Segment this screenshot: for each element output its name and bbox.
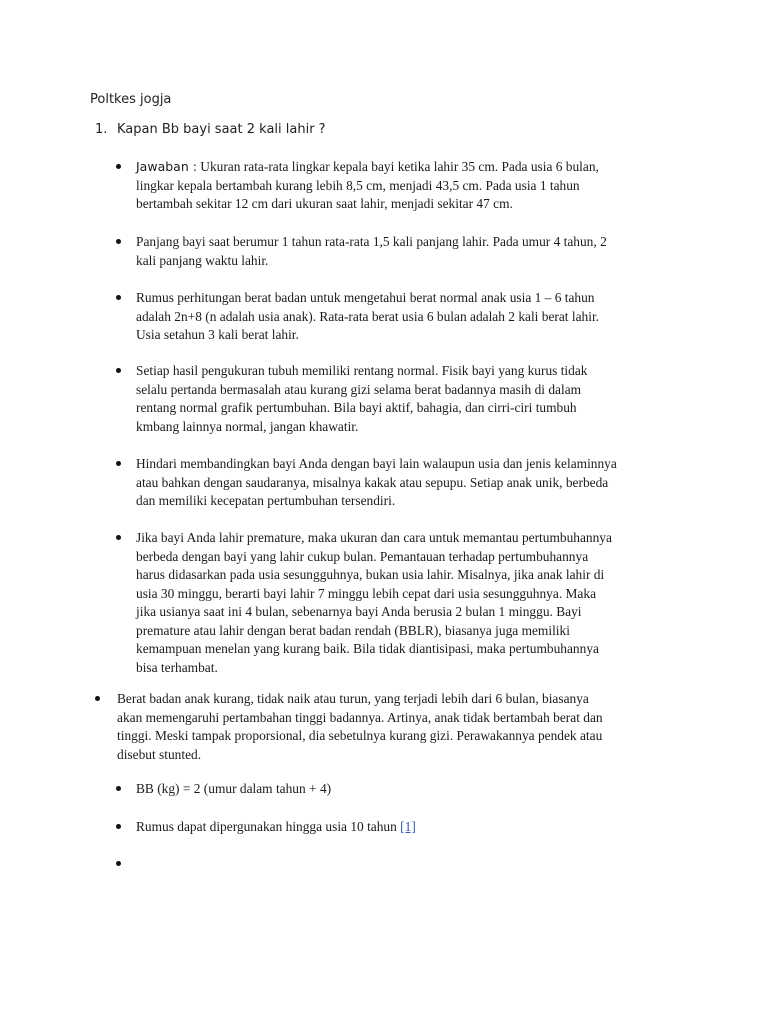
answer-bullet-5 bbox=[136, 455, 681, 511]
bullet-line: harus didasarkan pada usia sesungguhnya, bukan usia lahir. Misalnya, jika anak lahir di bbox=[136, 567, 605, 582]
bullet-line: BB (kg) = 2 (umur dalam tahun + 4) bbox=[136, 781, 332, 796]
bullet-line: kali panjang waktu lahir. bbox=[136, 252, 269, 268]
answer-bullet-3 bbox=[136, 289, 676, 345]
bullet-line: adalah 2n+8 (n adalah usia anak). Rata-rata berat usia 6 bulan adalah 2 kali berat lahir. bbox=[136, 308, 600, 324]
bullet-dot bbox=[116, 164, 121, 169]
bullet-line: kemampuan menelan yang kurang baik. Bila tidak diantisipasi, maka pertumbuhannya bbox=[136, 641, 599, 656]
answer-bullet-1 bbox=[136, 158, 676, 214]
bullet-dot bbox=[116, 295, 121, 300]
bullet-line: disebut stunted. bbox=[117, 746, 202, 762]
document-header: Poltkes jogja bbox=[90, 92, 172, 107]
bullet-line: bisa terhambat. bbox=[136, 659, 218, 675]
footnote-link[interactable]: [1] bbox=[400, 819, 416, 834]
bullet-line: berbeda dengan bayi yang lahir cukup bulan. Pemantauan terhadap pertumbuhannya bbox=[136, 548, 589, 564]
note-bullet-stunted bbox=[117, 690, 677, 764]
answer-bullet-2 bbox=[136, 233, 676, 270]
bullet-line: tinggi. Meski tampak proporsional, dia sebetulnya kurang gizi. Perawakannya pendek atau bbox=[117, 728, 603, 743]
formula-bullet bbox=[136, 780, 676, 799]
bullet-line: atau bahkan dengan saudaranya, misalnya kakak atau sepupu. Setiap anak unik, berbeda bbox=[136, 474, 609, 490]
question-number: 1. bbox=[95, 122, 108, 137]
bullet-line: rentang normal grafik pertumbuhan. Bila bayi aktif, bahagia, dan cirri-ciri tumbuh bbox=[136, 400, 577, 415]
bullet-line: lingkar kepala bertambah kurang lebih 8,5 cm, menjadi 43,5 cm. Pada usia 1 tahun bbox=[136, 177, 580, 193]
bullet-line: Rumus perhitungan berat badan untuk mengetahui berat normal anak usia 1 – 6 tahun bbox=[136, 290, 595, 305]
bullet-line bbox=[136, 818, 676, 837]
bullet-dot bbox=[116, 461, 121, 466]
bullet-dot bbox=[116, 239, 121, 244]
bullet-line: selalu pertanda bermasalah atau kurang gizi selama berat badannya masih di dalam bbox=[136, 381, 582, 397]
bullet-dot bbox=[116, 786, 121, 791]
empty-bullet-dot bbox=[116, 861, 121, 866]
bullet-line: Berat badan anak kurang, tidak naik atau turun, yang terjadi lebih dari 6 bulan, biasanya bbox=[117, 691, 589, 706]
bullet-line: Jika bayi Anda lahir premature, maka ukuran dan cara untuk memantau pertumbuhannya bbox=[136, 530, 612, 545]
bullet-line: dan memiliki kecepatan pertumbuhan tersendiri. bbox=[136, 493, 396, 508]
bullet-line: Usia setahun 3 kali berat lahir. bbox=[136, 327, 299, 342]
bullet-line: kmbang lainnya normal, jangan khawatir. bbox=[136, 418, 359, 434]
bullet-line: Setiap hasil pengukuran tubuh memiliki rentang normal. Fisik bayi yang kurus tidak bbox=[136, 363, 588, 378]
answer-label: Jawaban : bbox=[136, 159, 197, 174]
bullet-dot bbox=[116, 824, 121, 829]
bullet-line: bertambah sekitar 12 cm dari ukuran saat lahir, menjadi sekitar 47 cm. bbox=[136, 196, 513, 211]
bullet-text: Ukuran rata-rata lingkar kepala bayi ketika lahir 35 cm. Pada usia 6 bulan, bbox=[196, 159, 599, 174]
bullet-dot bbox=[116, 368, 121, 373]
bullet-line bbox=[136, 158, 676, 177]
bullet-dot bbox=[116, 535, 121, 540]
bullet-line: Hindari membandingkan bayi Anda dengan bayi lain walaupun usia dan jenis kelaminnya bbox=[136, 456, 617, 471]
bullet-line: premature atau lahir dengan berat badan rendah (BBLR), biasanya juga memiliki bbox=[136, 622, 570, 638]
bullet-line: usia 30 minggu, berarti bayi lahir 7 minggu lebih cepat dari usia sesungguhnya. Maka bbox=[136, 585, 597, 601]
question-text: Kapan Bb bayi saat 2 kali lahir ? bbox=[117, 122, 326, 137]
formula-note-bullet bbox=[136, 818, 676, 837]
bullet-dot bbox=[95, 696, 100, 701]
bullet-line: akan memengaruhi pertambahan tinggi badannya. Artinya, anak tidak bertambah berat dan bbox=[117, 709, 603, 725]
bullet-line: jika usianya saat ini 4 bulan, sebenarnya bayi Anda berusia 2 bulan 1 minggu. Bayi bbox=[136, 604, 582, 619]
answer-bullet-6 bbox=[136, 529, 676, 677]
bullet-line: Panjang bayi saat berumur 1 tahun rata-rata 1,5 kali panjang lahir. Pada umur 4 tahun, 2 bbox=[136, 234, 607, 249]
answer-bullet-4 bbox=[136, 362, 676, 436]
bullet-text: Rumus dapat dipergunakan hingga usia 10 tahun bbox=[136, 819, 401, 834]
